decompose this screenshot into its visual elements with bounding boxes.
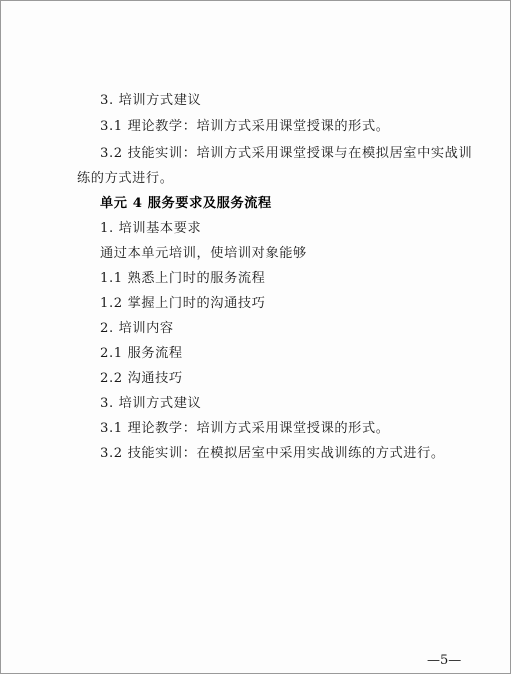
paragraph-skill-training-cont: 练的方式进行。 — [77, 171, 174, 186]
paragraph-objective: 通过本单元培训，使培训对象能够 — [100, 246, 307, 261]
paragraph-theory-teaching-2: 3.1 理论教学：培训方式采用课堂授课的形式。 — [100, 421, 390, 436]
heading-basic-requirements: 1. 培训基本要求 — [100, 221, 202, 236]
heading-training-content: 2. 培训内容 — [100, 321, 174, 336]
heading-training-method-suggestion: 3. 培训方式建议 — [100, 93, 202, 108]
page-number: —5— — [427, 653, 462, 668]
list-item-service-flow-goal: 1.1 熟悉上门时的服务流程 — [100, 271, 266, 286]
paragraph-theory-teaching: 3.1 理论教学：培训方式采用课堂授课的形式。 — [100, 119, 390, 134]
list-item-service-flow: 2.1 服务流程 — [100, 346, 183, 361]
list-item-communication-skills: 2.2 沟通技巧 — [100, 371, 183, 386]
paragraph-skill-training-2: 3.2 技能实训：在模拟居室中采用实战训练的方式进行。 — [100, 446, 445, 461]
heading-training-method-suggestion-2: 3. 培训方式建议 — [100, 396, 202, 411]
paragraph-skill-training: 3.2 技能实训：培训方式采用课堂授课与在模拟居室中实战训 — [100, 146, 473, 161]
list-item-communication-goal: 1.2 掌握上门时的沟通技巧 — [100, 296, 266, 311]
unit-heading: 单元 4 服务要求及服务流程 — [100, 196, 272, 211]
